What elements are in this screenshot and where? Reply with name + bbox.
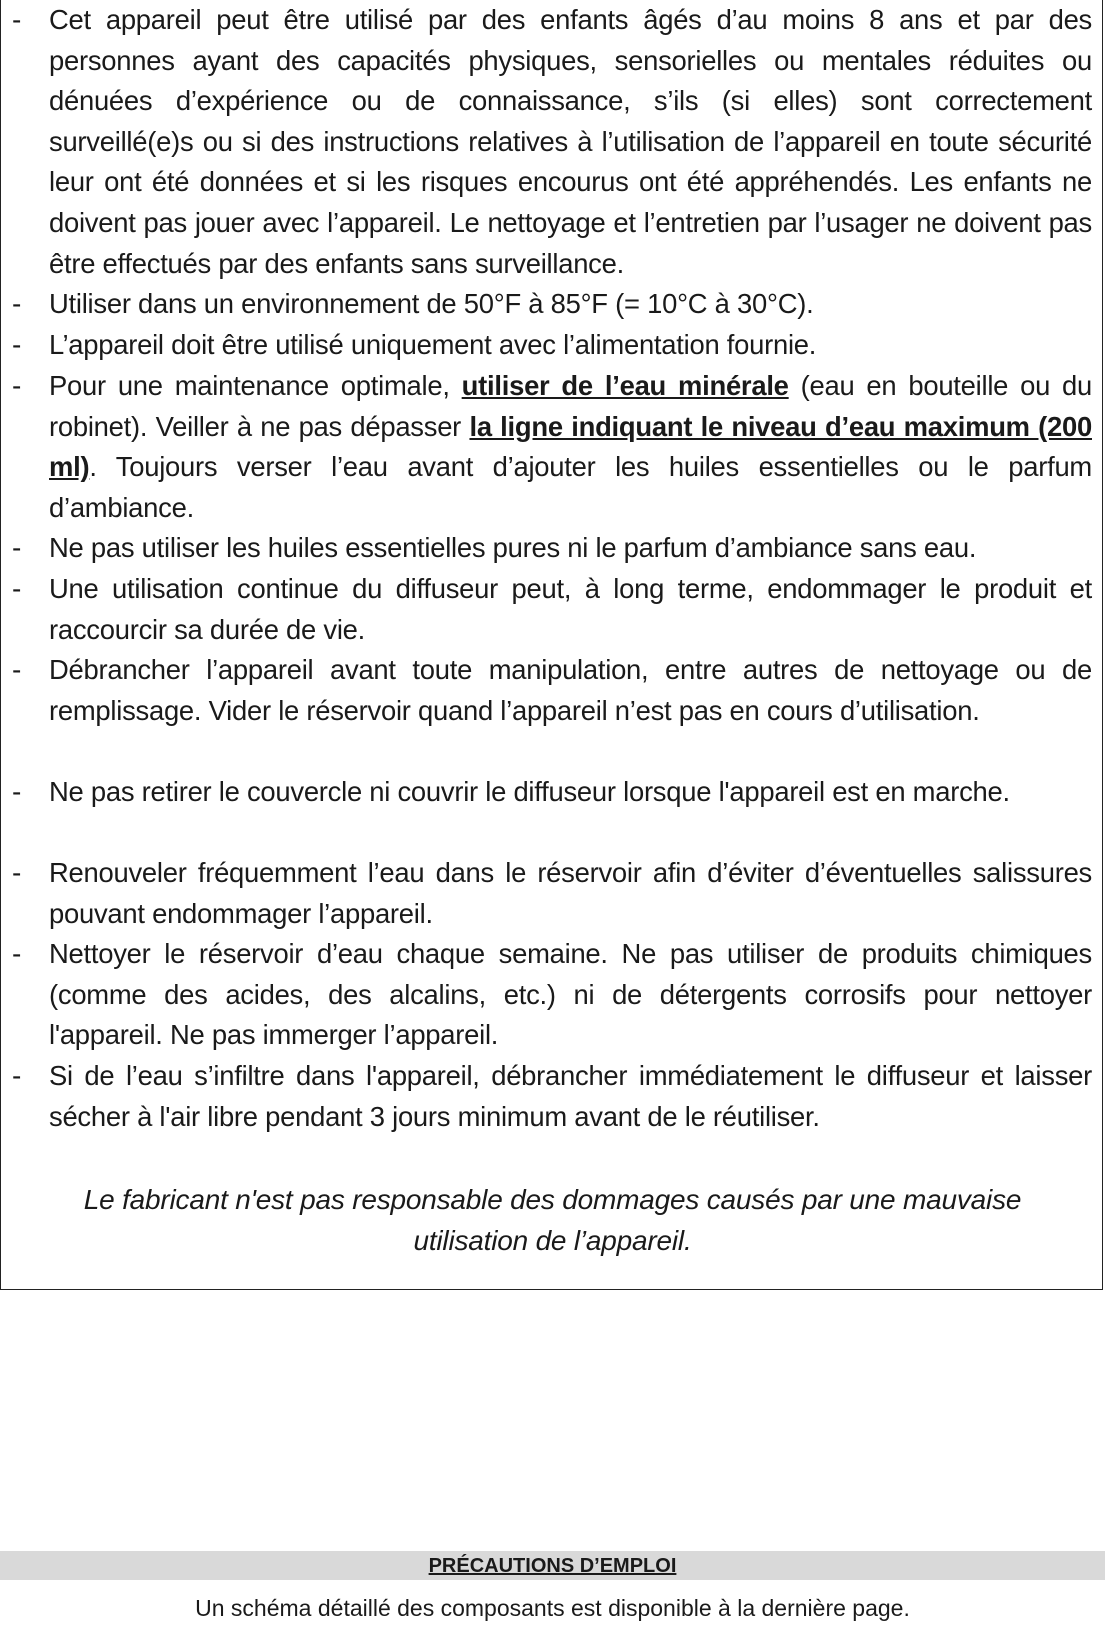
bullet-dash: - — [12, 4, 22, 35]
water-text-after: . Toujours verser l’eau avant d’ajouter les huiles essentielles ou le parfum d’ambiance. — [49, 451, 1092, 523]
disclaimer-line-1: Le fabricant n'est pas responsable des dommages causés par une mauvaise — [83, 1184, 1022, 1215]
bullet-dash: - — [12, 857, 22, 888]
list-item-text: Ne pas utiliser les huiles essentielles pures ni le parfum d’ambiance sans eau. — [49, 532, 977, 563]
list-item-text: Renouveler fréquemment l’eau dans le réservoir afin d’éviter d’éventuelles salissures pouvant endommager l’appareil. — [49, 857, 1092, 929]
bullet-dash: - — [12, 288, 22, 319]
bullet-dash: - — [12, 776, 22, 807]
bullet-dash: - — [12, 370, 22, 401]
list-item-text: Cet appareil peut être utilisé par des enfants âgés d’au moins 8 ans et par des personnes ayant des capacités physiques, sensorielles ou mentales réduites ou dénuées d’expérience ou de connaissance, s’ils (si elles) sont correctement surveillé(e)s ou si des instructions relatives à l’utilisation de l’appareil en toute sécurité leur ont été données et si les risques encourus ont été appréhendés. Les enfants ne doivent pas jouer avec l’appareil. Le nettoyage et l’entretien par l’usager ne doivent pas être effectués par des enfants sans surveillance. — [49, 4, 1092, 279]
water-text-before: Pour une maintenance optimale, — [49, 370, 462, 401]
mineral-water-emphasis: utiliser de l’eau minérale — [461, 370, 789, 401]
bullet-dash: - — [12, 329, 22, 360]
manufacturer-disclaimer — [0, 1180, 1105, 1261]
list-item-text: Débrancher l’appareil avant toute manipulation, entre autres de nettoyage ou de remplissage. Vider le réservoir quand l’appareil n’est pas en cours d’utilisation. — [49, 654, 1092, 726]
water-text-middle: (eau en bouteille ou du robinet). Veiller à ne pas dépasser — [49, 370, 1093, 442]
bullet-dash: - — [12, 532, 22, 563]
disclaimer-line-2: utilisation de l’appareil. — [413, 1224, 692, 1256]
max-level-emphasis: la ligne indiquant le niveau d’eau maximum (200 ml) — [49, 410, 1092, 483]
bullet-dash: - — [12, 938, 22, 969]
bullet-dash: - — [12, 573, 22, 604]
list-item-text: Si de l’eau s’infiltre dans l'appareil, débrancher immédiatement le diffuseur et laisser sécher à l'air libre pendant 3 jours minimum avant de le réutiliser. — [49, 1060, 1092, 1132]
list-item-text — [49, 366, 1092, 528]
list-item-text: Ne pas retirer le couvercle ni couvrir le diffuseur lorsque l'appareil est en marche. — [49, 776, 1010, 807]
list-item-text: Nettoyer le réservoir d’eau chaque semaine. Ne pas utiliser de produits chimiques (comme des acides, des alcalins, etc.) ni de détergents corrosifs pour nettoyer l'appareil. Ne pas immerger l’appareil. — [49, 938, 1092, 1051]
list-item-text: Utiliser dans un environnement de 50°F à 85°F (= 10°C à 30°C). — [49, 288, 814, 319]
bullet-dash: - — [12, 1060, 22, 1091]
bullet-dash: - — [12, 654, 22, 685]
list-item-text: Une utilisation continue du diffuseur peut, à long terme, endommager le produit et raccourcir sa durée de vie. — [49, 573, 1092, 645]
section-title: PRÉCAUTIONS D’EMPLOI — [428, 1555, 677, 1577]
components-note: Un schéma détaillé des composants est disponible à la dernière page. — [195, 1595, 910, 1621]
list-item-text: L’appareil doit être utilisé uniquement avec l’alimentation fournie. — [49, 329, 817, 360]
